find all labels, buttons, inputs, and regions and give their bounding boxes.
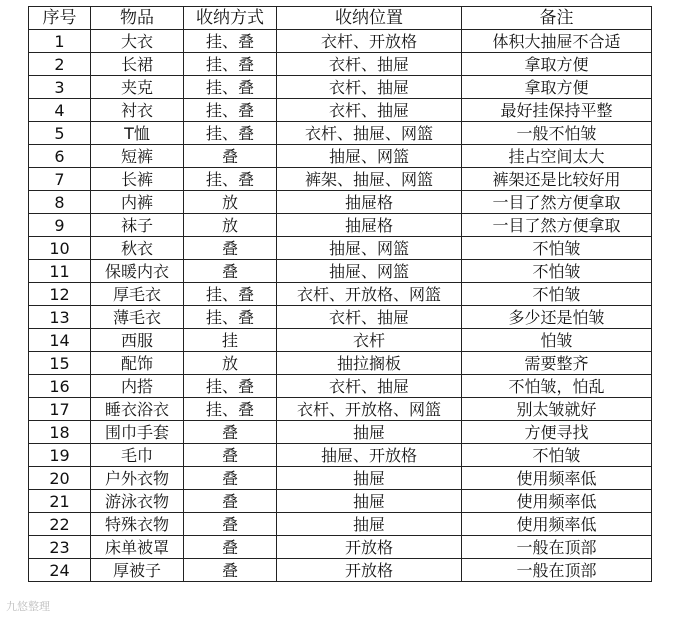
watermark: 九悠整理 bbox=[6, 600, 50, 613]
cell-notes: 体积大抽屉不合适 bbox=[462, 30, 652, 53]
cell-index: 12 bbox=[29, 283, 91, 306]
cell-index: 22 bbox=[29, 513, 91, 536]
cell-index: 9 bbox=[29, 214, 91, 237]
cell-location: 衣杆、抽屉 bbox=[277, 375, 462, 398]
cell-location: 衣杆、开放格、网篮 bbox=[277, 398, 462, 421]
cell-index: 3 bbox=[29, 76, 91, 99]
cell-method: 挂、叠 bbox=[184, 306, 277, 329]
table-row bbox=[29, 398, 652, 421]
cell-index: 5 bbox=[29, 122, 91, 145]
header-location: 收纳位置 bbox=[277, 7, 462, 30]
cell-method: 叠 bbox=[184, 260, 277, 283]
cell-notes: 不怕皱 bbox=[462, 444, 652, 467]
table-row bbox=[29, 191, 652, 214]
cell-method: 叠 bbox=[184, 467, 277, 490]
table-row bbox=[29, 306, 652, 329]
cell-item: 内裤 bbox=[91, 191, 184, 214]
cell-location: 抽屉、网篮 bbox=[277, 237, 462, 260]
cell-notes: 方便寻找 bbox=[462, 421, 652, 444]
table-row bbox=[29, 467, 652, 490]
cell-notes: 一目了然方便拿取 bbox=[462, 214, 652, 237]
table-row bbox=[29, 329, 652, 352]
cell-location: 抽屉 bbox=[277, 490, 462, 513]
cell-index: 15 bbox=[29, 352, 91, 375]
cell-location: 衣杆、抽屉 bbox=[277, 76, 462, 99]
cell-item: 大衣 bbox=[91, 30, 184, 53]
cell-item: 厚毛衣 bbox=[91, 283, 184, 306]
cell-item: 游泳衣物 bbox=[91, 490, 184, 513]
table-body bbox=[29, 30, 652, 582]
cell-location: 衣杆、开放格 bbox=[277, 30, 462, 53]
cell-location: 抽屉、网篮 bbox=[277, 260, 462, 283]
cell-index: 16 bbox=[29, 375, 91, 398]
cell-notes: 不怕皱，怕乱 bbox=[462, 375, 652, 398]
table-row bbox=[29, 76, 652, 99]
cell-notes: 怕皱 bbox=[462, 329, 652, 352]
table-row bbox=[29, 99, 652, 122]
table-row bbox=[29, 490, 652, 513]
cell-item: 短裤 bbox=[91, 145, 184, 168]
cell-location: 开放格 bbox=[277, 536, 462, 559]
table-row bbox=[29, 513, 652, 536]
cell-method: 叠 bbox=[184, 559, 277, 582]
cell-location: 裤架、抽屉、网篮 bbox=[277, 168, 462, 191]
cell-notes: 一般在顶部 bbox=[462, 559, 652, 582]
header-item: 物品 bbox=[91, 7, 184, 30]
cell-method: 挂、叠 bbox=[184, 168, 277, 191]
cell-item: 毛巾 bbox=[91, 444, 184, 467]
cell-notes: 挂占空间太大 bbox=[462, 145, 652, 168]
cell-index: 7 bbox=[29, 168, 91, 191]
table-row bbox=[29, 283, 652, 306]
cell-index: 21 bbox=[29, 490, 91, 513]
cell-method: 挂、叠 bbox=[184, 99, 277, 122]
cell-index: 13 bbox=[29, 306, 91, 329]
table-row bbox=[29, 30, 652, 53]
cell-item: 夹克 bbox=[91, 76, 184, 99]
cell-location: 抽屉格 bbox=[277, 214, 462, 237]
cell-item: 围巾手套 bbox=[91, 421, 184, 444]
header-index: 序号 bbox=[29, 7, 91, 30]
cell-location: 开放格 bbox=[277, 559, 462, 582]
cell-method: 叠 bbox=[184, 237, 277, 260]
cell-method: 挂 bbox=[184, 329, 277, 352]
cell-notes: 不怕皱 bbox=[462, 283, 652, 306]
cell-location: 衣杆、抽屉 bbox=[277, 53, 462, 76]
cell-method: 叠 bbox=[184, 513, 277, 536]
cell-method: 放 bbox=[184, 352, 277, 375]
cell-item: 长裙 bbox=[91, 53, 184, 76]
cell-notes: 一目了然方便拿取 bbox=[462, 191, 652, 214]
cell-item: 保暖内衣 bbox=[91, 260, 184, 283]
cell-index: 1 bbox=[29, 30, 91, 53]
cell-method: 挂、叠 bbox=[184, 53, 277, 76]
cell-notes: 不怕皱 bbox=[462, 237, 652, 260]
cell-method: 挂、叠 bbox=[184, 76, 277, 99]
cell-notes: 使用频率低 bbox=[462, 467, 652, 490]
cell-notes: 需要整齐 bbox=[462, 352, 652, 375]
cell-notes: 拿取方便 bbox=[462, 76, 652, 99]
cell-notes: 多少还是怕皱 bbox=[462, 306, 652, 329]
cell-method: 挂、叠 bbox=[184, 30, 277, 53]
cell-notes: 裤架还是比较好用 bbox=[462, 168, 652, 191]
table-header bbox=[29, 7, 652, 30]
cell-index: 4 bbox=[29, 99, 91, 122]
cell-item: 户外衣物 bbox=[91, 467, 184, 490]
cell-method: 挂、叠 bbox=[184, 375, 277, 398]
cell-location: 衣杆、抽屉、网篮 bbox=[277, 122, 462, 145]
cell-notes: 使用频率低 bbox=[462, 513, 652, 536]
cell-notes: 使用频率低 bbox=[462, 490, 652, 513]
table-row bbox=[29, 352, 652, 375]
cell-index: 10 bbox=[29, 237, 91, 260]
cell-item: 衬衣 bbox=[91, 99, 184, 122]
cell-method: 叠 bbox=[184, 421, 277, 444]
table-row bbox=[29, 237, 652, 260]
cell-notes: 一般在顶部 bbox=[462, 536, 652, 559]
table-row bbox=[29, 421, 652, 444]
cell-location: 抽拉搁板 bbox=[277, 352, 462, 375]
cell-location: 抽屉 bbox=[277, 421, 462, 444]
cell-index: 20 bbox=[29, 467, 91, 490]
cell-item: 内搭 bbox=[91, 375, 184, 398]
table-row bbox=[29, 53, 652, 76]
cell-item: 床单被罩 bbox=[91, 536, 184, 559]
cell-location: 衣杆 bbox=[277, 329, 462, 352]
cell-method: 放 bbox=[184, 214, 277, 237]
cell-location: 抽屉 bbox=[277, 513, 462, 536]
cell-location: 衣杆、抽屉 bbox=[277, 306, 462, 329]
cell-notes: 最好挂保持平整 bbox=[462, 99, 652, 122]
cell-item: 配饰 bbox=[91, 352, 184, 375]
cell-location: 衣杆、开放格、网篮 bbox=[277, 283, 462, 306]
cell-item: 袜子 bbox=[91, 214, 184, 237]
cell-location: 衣杆、抽屉 bbox=[277, 99, 462, 122]
cell-item: 秋衣 bbox=[91, 237, 184, 260]
table-row bbox=[29, 122, 652, 145]
cell-index: 23 bbox=[29, 536, 91, 559]
storage-table bbox=[28, 6, 652, 582]
cell-item: 特殊衣物 bbox=[91, 513, 184, 536]
cell-index: 18 bbox=[29, 421, 91, 444]
cell-index: 2 bbox=[29, 53, 91, 76]
cell-item: 厚被子 bbox=[91, 559, 184, 582]
cell-item: 薄毛衣 bbox=[91, 306, 184, 329]
cell-method: 放 bbox=[184, 191, 277, 214]
cell-method: 挂、叠 bbox=[184, 283, 277, 306]
cell-item: 长裤 bbox=[91, 168, 184, 191]
header-method: 收纳方式 bbox=[184, 7, 277, 30]
cell-index: 24 bbox=[29, 559, 91, 582]
cell-location: 抽屉 bbox=[277, 467, 462, 490]
table-row bbox=[29, 375, 652, 398]
cell-index: 17 bbox=[29, 398, 91, 421]
table-row bbox=[29, 559, 652, 582]
cell-index: 11 bbox=[29, 260, 91, 283]
cell-item: 西服 bbox=[91, 329, 184, 352]
cell-method: 叠 bbox=[184, 444, 277, 467]
cell-index: 8 bbox=[29, 191, 91, 214]
cell-method: 挂、叠 bbox=[184, 122, 277, 145]
cell-notes: 别太皱就好 bbox=[462, 398, 652, 421]
table-row bbox=[29, 145, 652, 168]
cell-location: 抽屉格 bbox=[277, 191, 462, 214]
table-row bbox=[29, 260, 652, 283]
cell-method: 叠 bbox=[184, 536, 277, 559]
cell-method: 挂、叠 bbox=[184, 398, 277, 421]
cell-index: 6 bbox=[29, 145, 91, 168]
cell-item: 睡衣浴衣 bbox=[91, 398, 184, 421]
header-row bbox=[29, 7, 652, 30]
cell-location: 抽屉、网篮 bbox=[277, 145, 462, 168]
cell-index: 14 bbox=[29, 329, 91, 352]
table-row bbox=[29, 444, 652, 467]
cell-method: 叠 bbox=[184, 145, 277, 168]
table-row bbox=[29, 214, 652, 237]
cell-index: 19 bbox=[29, 444, 91, 467]
cell-location: 抽屉、开放格 bbox=[277, 444, 462, 467]
cell-notes: 不怕皱 bbox=[462, 260, 652, 283]
header-notes: 备注 bbox=[462, 7, 652, 30]
table-row bbox=[29, 536, 652, 559]
cell-method: 叠 bbox=[184, 490, 277, 513]
cell-notes: 一般不怕皱 bbox=[462, 122, 652, 145]
cell-item: T恤 bbox=[91, 122, 184, 145]
table-row bbox=[29, 168, 652, 191]
cell-notes: 拿取方便 bbox=[462, 53, 652, 76]
